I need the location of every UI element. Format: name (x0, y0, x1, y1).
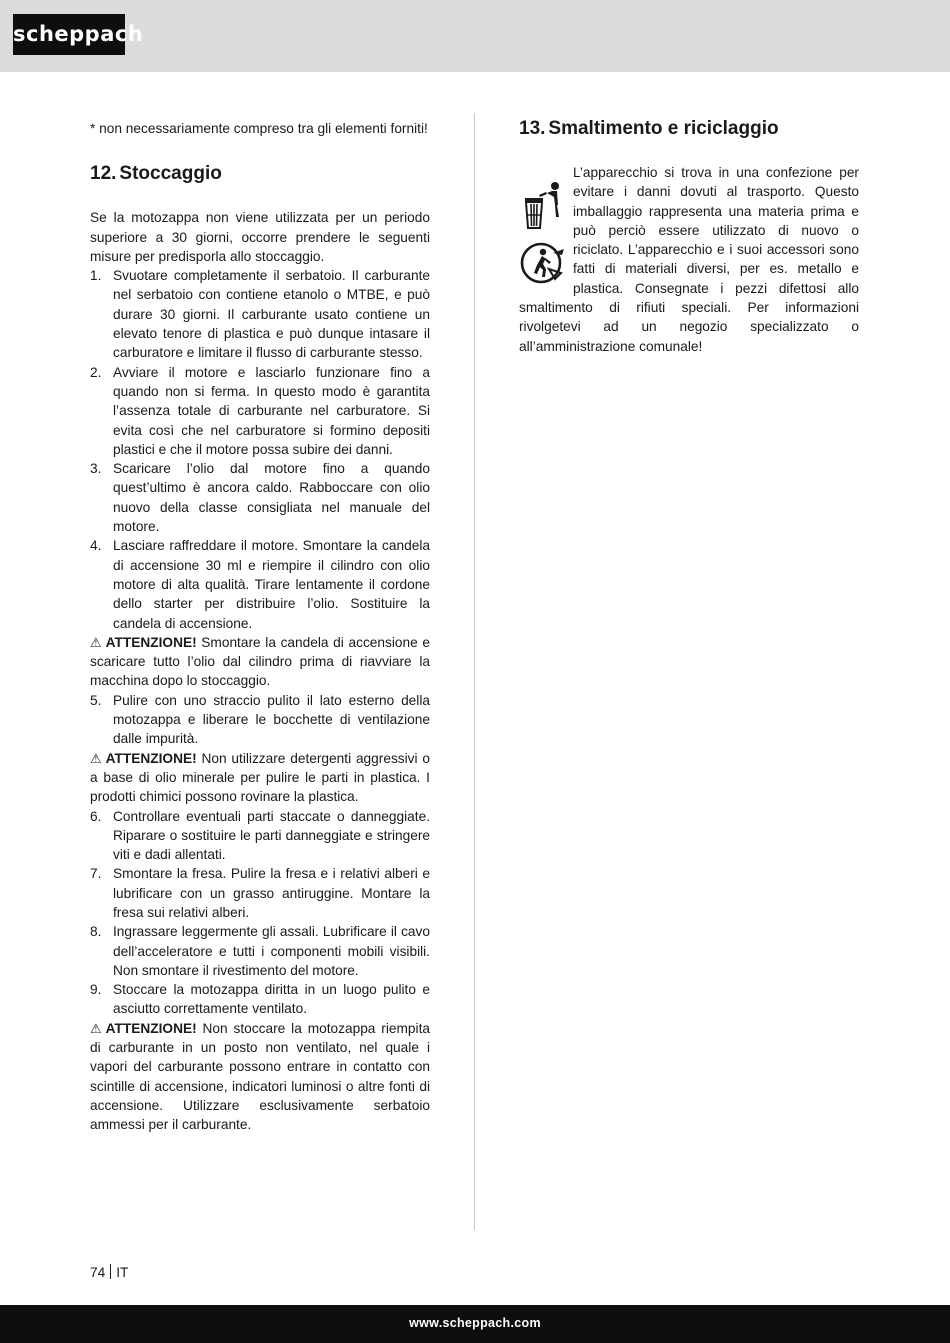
step-number: 3. (90, 461, 102, 477)
footer-bar (0, 1305, 950, 1343)
warning-text: Smontare la candela di accensione e scaricare tutto l’olio dal cilindro prima di riavviare la macchina dopo lo stoccaggio. (90, 634, 430, 689)
list-item (90, 459, 430, 536)
step-text: Lasciare raffreddare il motore. Smontare la candela di accensione 30 ml e riempire il cilindro con olio motore di alta qualità. Tirare lentamente il cordone dello starter per distribuire l’olio. Sostituire la candela di accensione. (113, 538, 430, 631)
brand-logo: scheppach (13, 14, 125, 55)
step-text: Scaricare l’olio dal motore fino a quando quest’ultimo è ancora caldo. Rabboccare con olio nuovo della classe consigliata nel manuale del motore. (113, 461, 430, 535)
step-number: 6. (90, 808, 102, 824)
list-item (90, 536, 430, 632)
step-text: Avviare il motore e lasciarlo funzionare fino a quando non si ferma. In questo modo è garantita l’assenza totale di carburante nel carburatore. Si evita così che nel carburatore si formino depositi plastici e che il motore possa subire dei danni. (113, 364, 430, 457)
trash-bin-icon (519, 181, 567, 229)
page-number: 74 (90, 1265, 106, 1280)
section-number: 13. (519, 118, 546, 139)
warning-note (90, 1019, 430, 1135)
warning-triangle-icon: ⚠ (90, 750, 102, 766)
footer-separator (110, 1264, 111, 1279)
column-divider (474, 113, 475, 1230)
storage-steps-list (90, 807, 430, 1019)
warning-text: Non stoccare la motozappa riempita di carburante in un posto non ventilato, nel quale i vapori del carburante possono entrare in contatto con scintille di accensione, indicatori luminosi o altre fonti di accensione. Utilizzare esclusivamente serbatoio ammessi per il carburante. (90, 1020, 430, 1133)
storage-intro: Se la motozappa non viene utilizzata per un periodo superiore a 30 giorni, occorre prendere le seguenti misure per predisporla allo stoccaggio. (90, 210, 430, 264)
storage-steps-list (90, 691, 430, 749)
disposal-text: L’apparecchio si trova in una confezione per evitare i danni dovuti al trasporto. Questo imballaggio rappresenta una materia prima e può perciò essere utilizzato di nuovo o riciclato. L’apparecchio e i suoi accessori sono fatti di materiali diversi, per es. metallo e plastica. Consegnate i pezzi difettosi allo smaltimento di rifiuti speciali. Per informazioni rivolgetevi ad un negozio specializzato o all’amministrazione comunale! (519, 165, 859, 354)
list-item (90, 807, 430, 865)
warning-note (90, 749, 430, 807)
section-title: Smaltimento e riciclaggio (548, 118, 779, 139)
list-item (90, 266, 430, 362)
website-url: www.scheppach.com (409, 1316, 541, 1330)
step-text: Ingrassare leggermente gli assali. Lubrificare il cavo dell’acceleratore e tutti i componenti mobili visibili. Non smontare il rivestimento del motore. (113, 924, 430, 978)
step-number: 4. (90, 538, 102, 554)
section-heading-disposal (519, 117, 859, 141)
list-item (90, 363, 430, 459)
page-header (0, 0, 950, 72)
section-heading-storage (90, 162, 430, 186)
step-text: Stoccare la motozappa diritta in un luogo pulito e asciutto correttamente ventilato. (113, 982, 430, 1017)
left-column (90, 119, 430, 1135)
step-number: 5. (90, 692, 102, 708)
step-number: 8. (90, 924, 102, 940)
section-number: 12. (90, 163, 117, 185)
warning-label: ATTENZIONE! (105, 750, 197, 766)
step-number: 7. (90, 866, 102, 882)
list-item (90, 980, 430, 1019)
right-column (519, 117, 859, 356)
recycling-icon (519, 239, 567, 287)
step-number: 9. (90, 982, 102, 998)
language-code: IT (116, 1265, 129, 1280)
list-item (90, 691, 430, 749)
list-item (90, 922, 430, 980)
list-item (90, 864, 430, 922)
step-number: 1. (90, 268, 102, 284)
step-text: Controllare eventuali parti staccate o danneggiate. Riparare o sostituire le parti danneggiate e stringere viti e dadi allentati. (113, 808, 430, 863)
warning-text: Non utilizzare detergenti aggressivi o a base di olio minerale per pulire le parti in plastica. I prodotti chimici possono rovinare la plastica. (90, 750, 430, 805)
storage-steps-list (90, 266, 430, 633)
step-number: 2. (90, 364, 102, 380)
step-text: Svuotare completamente il serbatoio. Il carburante nel serbatoio con contiene etanolo o MTBE, e può durare 30 giorni. Il carburante usato contiene un elevato tenore di plastica e può dunque intasare il carburatore e limitare il flusso di carburante stesso. (113, 268, 430, 361)
step-text: Pulire con uno straccio pulito il lato esterno della motozappa e liberare le bocchette di ventilazione dalle impurità. (113, 692, 430, 747)
intro-note: * non necessariamente compreso tra gli elementi forniti! (90, 121, 428, 136)
warning-label: ATTENZIONE! (105, 634, 197, 650)
warning-note (90, 633, 430, 691)
warning-label: ATTENZIONE! (105, 1020, 197, 1036)
warning-triangle-icon: ⚠ (90, 1020, 102, 1036)
warning-triangle-icon: ⚠ (90, 634, 102, 650)
page-footer-label (90, 1263, 128, 1283)
disposal-icons (519, 181, 567, 297)
section-title: Stoccaggio (119, 163, 222, 185)
step-text: Smontare la fresa. Pulire la fresa e i relativi alberi e lubrificare con un grasso antiruggine. Montare la fresa sui relativi alberi. (113, 866, 430, 920)
